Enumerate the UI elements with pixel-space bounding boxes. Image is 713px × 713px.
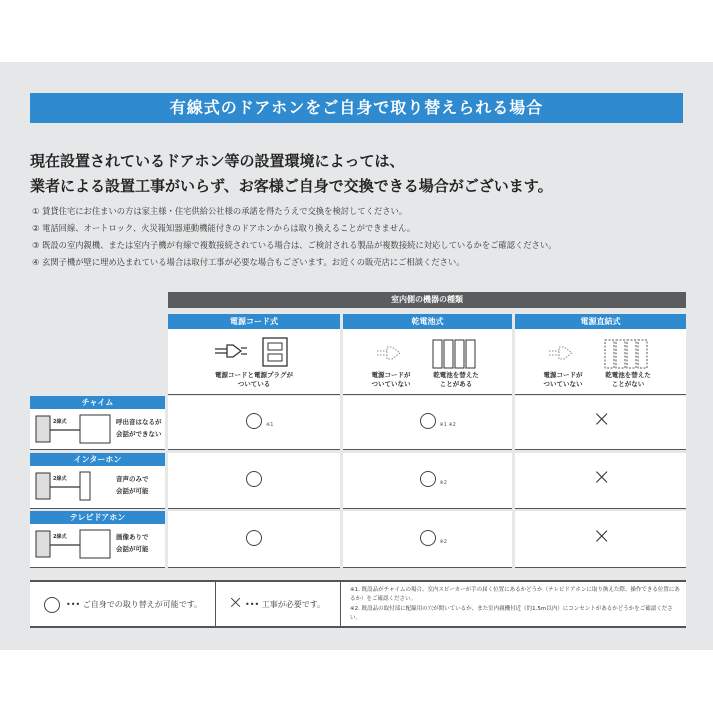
caption: 乾電池を替えた ことがない [605,371,651,388]
cross-mark-icon: × [592,407,611,432]
cross-mark-icon: × [592,465,611,490]
column-header-cord: 電源コード式 [168,314,340,329]
cross-mark-icon: × [592,523,611,549]
row-description: 呼出音はなるが 会話ができない [116,418,162,438]
legend-circle: ••• ご自身での取り替えが可能です。 [66,600,203,609]
battery-icon [375,337,485,369]
footnote-ref: ※2 [439,480,447,486]
note-2: ② 電話回線、オートロック、火災報知器連動機能付きのドアホンからは取り換えることができません。 [32,223,416,233]
column-header-direct: 電源直結式 [515,314,686,329]
device-icon [34,471,114,503]
footnote-ref: ※1 ※2 [439,422,456,428]
note-4: ④ 玄関子機が壁に埋め込まれている場合は取付工事が必要な場合もございます。お近くの販売店にご相談ください。 [32,257,465,267]
legend-cross: ••• 工事が必要です。 [245,600,326,609]
group-header: 室内側の機器の種類 [168,292,686,308]
wire-label: 2線式 [53,534,67,540]
table-cell [515,396,686,450]
circle-mark-icon [44,597,60,613]
row-description: 音声のみで 会話が可能 [116,475,149,495]
row-title: インターホン [30,453,165,466]
table-cell [168,511,340,568]
table-cell [515,453,686,509]
wire-label: 2線式 [53,476,67,482]
row-label [30,511,165,568]
caption: 乾電池を替えた ことがある [433,371,479,388]
cord-type-cell [168,329,340,395]
table-cell [515,511,686,568]
wire-label: 2線式 [53,419,67,425]
row-title: テレビドアホン [30,511,165,524]
battery-type-cell [343,329,512,395]
caption: 電源コードが ついていない [543,371,583,388]
circle-mark-icon [420,413,436,429]
row-label [30,396,165,450]
table-cell [168,453,340,509]
cross-mark-icon: × [228,592,244,613]
divider [215,582,216,626]
device-icon [34,414,114,446]
footnote-2: ※2. 既設品の取付部に配線用の穴が開いているか、また室内親機付近（約1.5m以内）にコンセントがあるかどうかをご確認ください。 [350,606,673,621]
table-cell [168,396,340,450]
note-1: ① 賃貸住宅にお住まいの方は家主様・住宅供給公社様の承諾を得たうえで交換を検討してください。 [32,206,408,216]
row-title: チャイム [30,396,165,409]
row-description: 画像ありで 会話が可能 [116,533,149,553]
row-label [30,453,165,509]
plug-outlet-icon [213,337,293,367]
circle-mark-icon [246,413,262,429]
caption: 電源コードが ついていない [371,371,411,388]
headline-2: 業者による設置工事がいらず、お客様ご自身で交換できる場合がございます。 [30,177,553,195]
banner-title: 有線式のドアホンをご自身で取り替えられる場合 [30,93,683,123]
footnote-ref: ※1 [266,422,274,428]
caption: 電源コードと電源プラグが ついている [215,371,293,388]
circle-mark-icon [420,471,436,487]
divider [340,582,341,626]
table-cell [343,511,512,568]
no-battery-icon [547,337,657,369]
circle-mark-icon [420,530,436,546]
table-cell [343,453,512,509]
circle-mark-icon [246,530,262,546]
footnote-1: ※1. 既設品がチャイムの場合、室内スピーカーが手の届く位置にあるかどうか（テレビドアホンに取り換えた際、操作できる位置にあるか）をご確認ください。 [350,587,680,602]
circle-mark-icon [246,471,262,487]
direct-type-cell [515,329,686,395]
column-header-battery: 乾電池式 [343,314,512,329]
footnote-ref: ※2 [439,538,447,545]
legend [30,580,686,628]
note-3: ③ 既設の室内親機、または室内子機が有線で複数接続されている場合は、ご検討される製品が複数接続に対応しているかをご確認ください。 [32,240,557,250]
device-icon [34,529,114,561]
table-cell [343,396,512,450]
headline-1: 現在設置されているドアホン等の設置環境によっては、 [30,152,405,170]
